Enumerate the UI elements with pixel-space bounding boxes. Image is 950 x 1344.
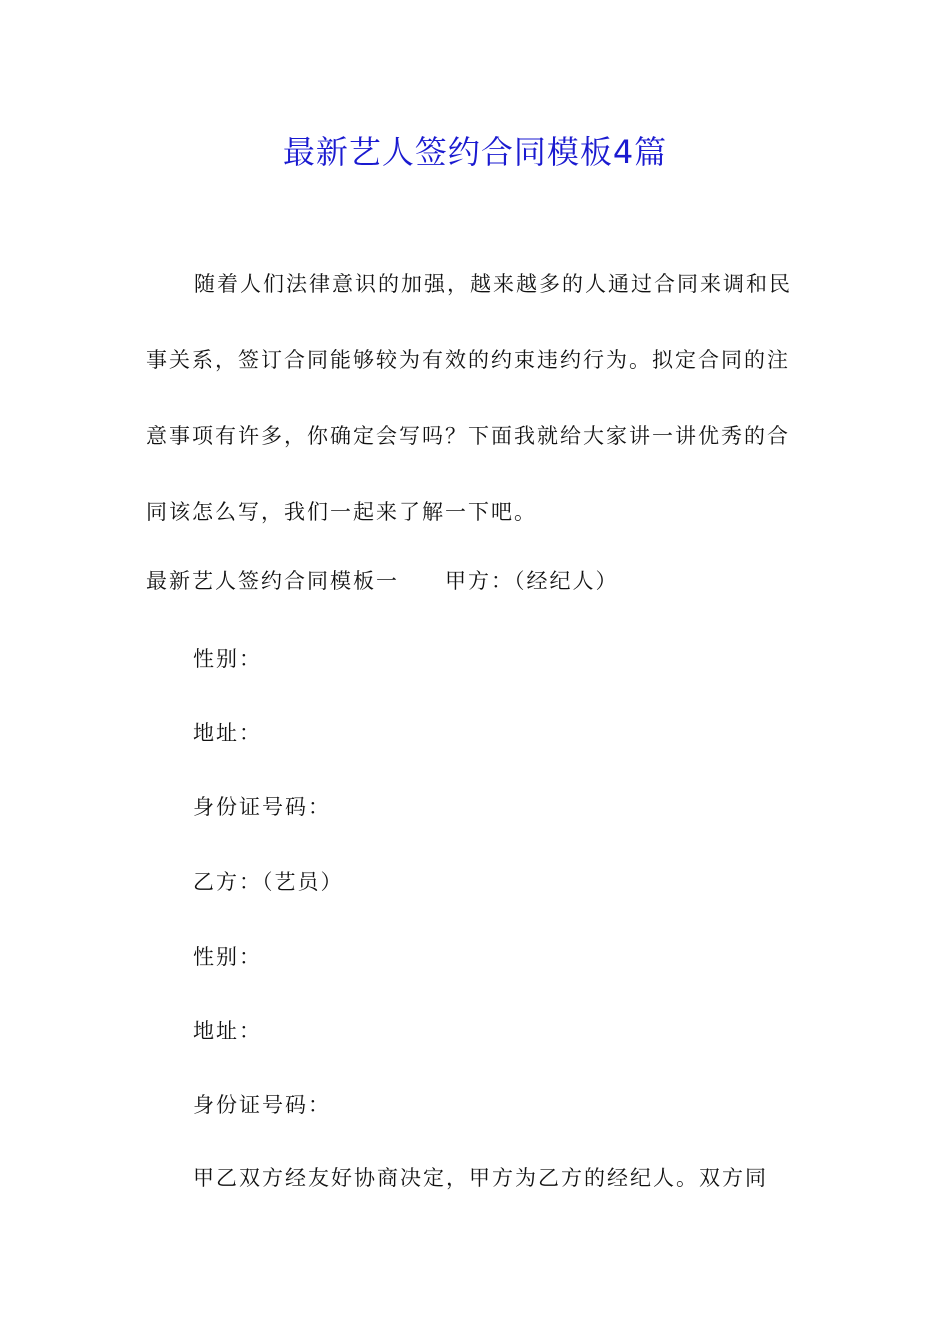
section-heading: 最新艺人签约合同模板一 bbox=[146, 569, 399, 593]
document-title: 最新艺人签约合同模板4篇 bbox=[282, 133, 668, 171]
party-b-id-field: 身份证号码： bbox=[193, 1093, 331, 1117]
party-a-label: 甲方：（经纪人） bbox=[445, 569, 619, 593]
section-heading-row bbox=[146, 566, 619, 596]
party-a-id-field: 身份证号码： bbox=[193, 795, 331, 819]
party-b-label: 乙方：（艺员） bbox=[193, 870, 344, 894]
intro-paragraph: 随着人们法律意识的加强，越来越多的人通过合同来调和民事关系，签订合同能够较为有效的约束违约行为。拟定合同的注意事项有许多，你确定会写吗？下面我就给大家讲一讲优秀的合同该怎么写，我们一起来了解一下吧。 bbox=[146, 272, 792, 524]
party-b-gender-field: 性别： bbox=[193, 945, 262, 969]
party-b-address-field: 地址： bbox=[193, 1019, 262, 1043]
party-a-gender-field: 性别： bbox=[193, 647, 262, 671]
agreement-paragraph: 甲乙双方经友好协商决定，甲方为乙方的经纪人。双方同 bbox=[193, 1166, 768, 1190]
party-a-address-field: 地址： bbox=[193, 721, 262, 745]
